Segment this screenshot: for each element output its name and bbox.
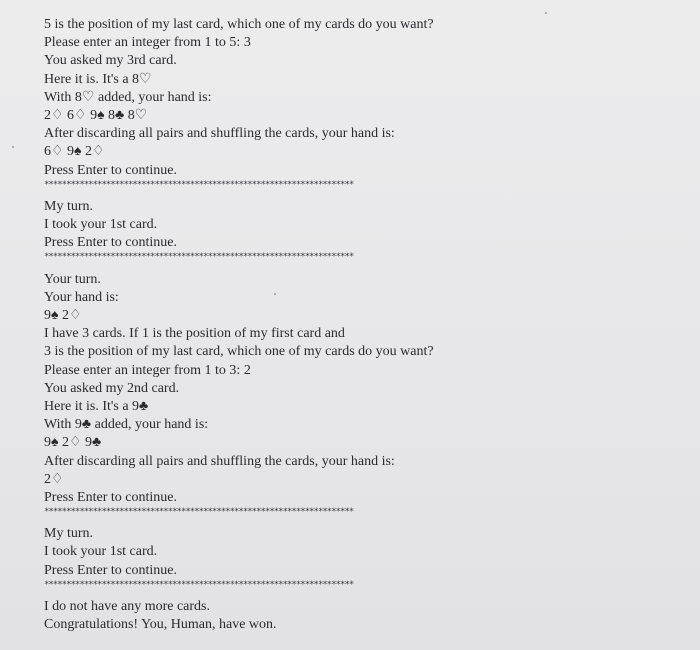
console-line: With 9♣ added, your hand is: <box>44 417 209 433</box>
screen-speck <box>12 146 14 148</box>
console-line: I took your 1st card. <box>44 217 158 233</box>
console-line: I have 3 cards. If 1 is the position of my first card and <box>44 326 345 342</box>
console-line: 5 is the position of my last card, which one of my cards do you want? <box>44 17 434 32</box>
console-line: 3 is the position of my last card, which one of my cards do you want? <box>44 344 434 360</box>
console-line: 2♢ 6♢ 9♠ 8♣ 8♡ <box>44 107 148 123</box>
console-line: 9♠ 2♢ <box>44 308 82 323</box>
console-line: Press Enter to continue. <box>44 562 177 578</box>
console-line: 2♢ <box>44 471 64 487</box>
console-line: Press Enter to continue. <box>44 162 177 178</box>
console-line: My turn. <box>44 198 93 214</box>
console-line: After discarding all pairs and shuffling the cards, your hand is: <box>44 453 395 469</box>
separator-line: ********************************************************************** <box>44 252 354 263</box>
console-line: Here it is. It's a 8♡ <box>44 71 152 87</box>
console-line: You asked my 3rd card. <box>44 53 177 69</box>
console-line: Press Enter to continue. <box>44 489 177 505</box>
console-line: Press Enter to continue. <box>44 235 177 251</box>
console-line: I do not have any more cards. <box>44 599 210 614</box>
console-line: Please enter an integer from 1 to 5: 3 <box>44 35 251 51</box>
console-line: After discarding all pairs and shuffling the cards, your hand is: <box>44 126 395 142</box>
console-line: Please enter an integer from 1 to 3: 2 <box>44 362 251 378</box>
console-line: Here it is. It's a 9♣ <box>44 398 149 414</box>
console-line: 9♠ 2♢ 9♣ <box>44 435 102 451</box>
console-line: 6♢ 9♠ 2♢ <box>44 144 105 160</box>
console-line: Congratulations! You, Human, have won. <box>44 617 277 633</box>
screen-speck <box>274 293 276 295</box>
console-line: You asked my 2nd card. <box>44 380 180 396</box>
console-output <box>44 16 504 634</box>
console-line: Your hand is: <box>44 289 119 305</box>
console-line: I took your 1st card. <box>44 544 158 560</box>
separator-line: ********************************************************************** <box>44 179 354 190</box>
screen-speck <box>545 12 547 14</box>
separator-line: ********************************************************************** <box>44 507 354 518</box>
separator-line: ********************************************************************** <box>44 579 354 590</box>
console-line: Your turn. <box>44 271 101 287</box>
console-line: My turn. <box>44 526 93 542</box>
console-line: With 8♡ added, your hand is: <box>44 89 212 105</box>
